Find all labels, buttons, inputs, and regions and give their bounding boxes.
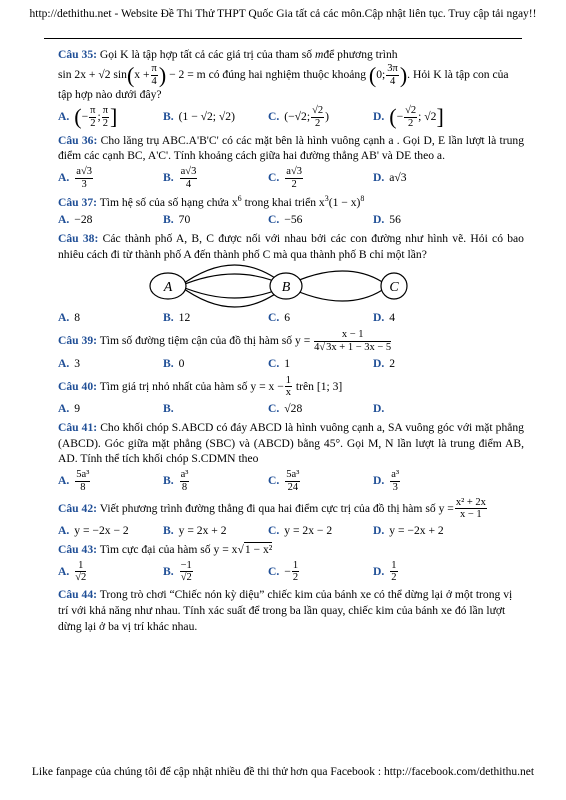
- math-text: x +: [134, 67, 150, 81]
- denominator: 2: [291, 178, 297, 190]
- option-label: C.: [268, 213, 280, 227]
- question-37: [58, 194, 524, 211]
- answer-option-d[interactable]: [373, 356, 478, 372]
- question-43: [58, 542, 524, 558]
- question-text: Tìm số đường tiệm cận của đồ thị hàm số: [99, 334, 293, 348]
- option-value: 1: [284, 356, 291, 370]
- answer-option-a[interactable]: [58, 310, 163, 326]
- answer-option-b[interactable]: [163, 356, 268, 372]
- option-value: 2: [389, 356, 396, 370]
- question-number: Câu 41:: [58, 420, 98, 434]
- numerator: π: [90, 105, 96, 117]
- answer-option-c[interactable]: [268, 166, 373, 191]
- math-text: − 3x − 5: [353, 342, 392, 353]
- answer-option-c[interactable]: [268, 401, 373, 417]
- exponent: 3: [324, 193, 329, 203]
- fraction: [75, 469, 90, 494]
- answer-row: [58, 212, 524, 228]
- question-text: Các thành phố A, B, C được nối với nhau bởi các con đường như hình vẽ. Hỏi có bao nhiêu cách đi từ thành phố A đến thành phố C mà qua thành phố B chỉ một lần?: [58, 231, 524, 261]
- answer-option-c[interactable]: [268, 560, 373, 585]
- option-label: C.: [268, 524, 280, 538]
- denominator: 8: [181, 481, 188, 493]
- question-number: Câu 39:: [58, 334, 97, 348]
- radicand: 3x + 1: [326, 342, 354, 353]
- answer-option-a[interactable]: [58, 401, 163, 417]
- question-text: Tìm giá trị nhỏ nhất của hàm số: [99, 379, 248, 393]
- math-text: 0;: [376, 67, 386, 81]
- denominator: 2: [391, 572, 397, 584]
- numerator: π: [102, 105, 109, 117]
- answer-row: [58, 401, 524, 417]
- answer-option-a[interactable]: [58, 166, 163, 191]
- denominator: 4: [185, 178, 192, 190]
- option-value: 70: [178, 213, 191, 227]
- fraction: [390, 469, 400, 494]
- exam-content: [58, 47, 524, 634]
- option-label: D.: [373, 356, 385, 370]
- numerator: √2: [405, 105, 417, 117]
- fraction: [151, 63, 158, 88]
- math-text: −: [396, 110, 404, 124]
- option-value: −56: [284, 213, 303, 227]
- denominator: 4: [151, 75, 157, 87]
- option-label: B.: [163, 564, 174, 578]
- numerator: a³: [391, 469, 400, 481]
- numerator: √2: [312, 105, 324, 117]
- math-text: y = x√: [213, 542, 244, 556]
- fraction: [292, 560, 299, 585]
- question-number: Câu 35:: [58, 48, 97, 61]
- option-value: (1 − √2; √2): [178, 110, 235, 124]
- math-text: y =: [295, 334, 311, 348]
- question-text: . Hỏi K là tập con của: [407, 67, 509, 81]
- denominator: 24: [287, 481, 299, 493]
- option-label: A.: [58, 524, 70, 538]
- option-label: C.: [268, 171, 280, 185]
- question-text: có đúng hai nghiệm thuộc khoảng: [208, 67, 367, 81]
- option-value: −28: [74, 213, 93, 227]
- option-value: √28: [284, 402, 303, 416]
- question-number: Câu 43:: [58, 542, 97, 556]
- exponent: 8: [360, 193, 365, 203]
- answer-option-c[interactable]: [268, 469, 373, 494]
- fraction: [285, 375, 292, 400]
- answer-row: [58, 469, 524, 494]
- question-text: Cho lăng trụ ABC.A'B'C' có các mặt bên là hình vuông cạnh a . Gọi D, E lần lượt là trung điểm các cạnh BC, A'C'. Tính khoảng cách giữa hai đường thẳng AB' và DE theo a.: [58, 133, 524, 163]
- denominator: 2: [90, 117, 96, 129]
- answer-option-b[interactable]: [163, 469, 268, 494]
- question-text: Gọi K là tập hợp tất cả các giá trị của tham số: [99, 48, 313, 61]
- answer-option-d[interactable]: [373, 469, 478, 494]
- option-value: y = −2x + 2: [389, 524, 444, 538]
- math-text: y =: [438, 501, 454, 515]
- option-label: D.: [373, 213, 385, 227]
- option-label: C.: [268, 110, 280, 124]
- option-value: 9: [74, 402, 81, 416]
- option-value: a√3: [389, 171, 407, 185]
- denominator: [314, 342, 391, 354]
- answer-option-d[interactable]: [373, 401, 478, 417]
- answer-option-c[interactable]: [268, 105, 373, 130]
- option-label: B.: [163, 402, 174, 416]
- option-label: C.: [268, 564, 280, 578]
- answer-option-a[interactable]: [58, 523, 163, 539]
- option-label: A.: [58, 356, 70, 370]
- question-text: trong khai triển x: [244, 195, 325, 209]
- question-35-line3: tập hợp nào dưới đây?: [58, 88, 162, 102]
- option-label: A.: [58, 213, 70, 227]
- fraction: [102, 105, 109, 130]
- option-label: B.: [163, 213, 174, 227]
- denominator: 2: [408, 117, 414, 129]
- question-number: Câu 44:: [58, 588, 97, 602]
- fraction: [75, 560, 86, 585]
- question-text: để phương trình: [323, 48, 398, 61]
- city-road-diagram: [58, 264, 524, 308]
- fraction: [75, 166, 93, 191]
- answer-option-d[interactable]: [373, 523, 478, 539]
- fraction: [285, 166, 303, 191]
- answer-option-d[interactable]: [373, 560, 478, 585]
- denominator: √2: [180, 572, 192, 584]
- numerator: 1: [292, 559, 299, 571]
- question-text: Tìm cực đại của hàm số: [99, 542, 211, 556]
- answer-option-a[interactable]: [58, 560, 163, 585]
- fraction: [180, 469, 190, 494]
- city-c-label: C: [389, 280, 399, 296]
- option-value: y = −2x − 2: [74, 524, 129, 538]
- option-label: D.: [373, 402, 385, 416]
- option-label: A.: [58, 311, 70, 325]
- option-label: D.: [373, 564, 385, 578]
- math-text: −: [284, 564, 291, 578]
- option-value: 12: [178, 311, 191, 325]
- answer-row: [58, 356, 524, 372]
- math-text: ; √2: [418, 110, 437, 124]
- option-label: A.: [58, 402, 70, 416]
- fraction: [311, 105, 324, 130]
- denominator: x: [285, 387, 292, 399]
- denominator: √2: [75, 572, 87, 584]
- answer-option-a[interactable]: A. ( − $\frac{\pi}{2}$ ; $\frac{\pi}{2}$ ]: [58, 104, 118, 130]
- fraction: [180, 560, 193, 585]
- answer-option-b[interactable]: [163, 523, 268, 539]
- option-value: 6: [284, 311, 291, 325]
- numerator: π: [151, 62, 157, 74]
- numerator: x² + 2x: [455, 496, 486, 508]
- answer-option-b[interactable]: [163, 560, 268, 585]
- numerator: 3π: [387, 62, 398, 74]
- question-36: [58, 133, 524, 165]
- answer-option-d[interactable]: [373, 170, 478, 186]
- question-text: Tìm hệ số của số hạng chứa x: [99, 195, 238, 209]
- fraction: [314, 329, 391, 354]
- question-text: Viết phương trình đường thẳng đi qua hai điểm cực trị của đồ thị hàm số: [99, 501, 436, 515]
- denominator: 2: [314, 117, 321, 129]
- question-39: [58, 329, 524, 354]
- math-text: y = x −: [250, 379, 284, 393]
- numerator: 1: [75, 560, 86, 573]
- option-value: y = 2x + 2: [178, 524, 227, 538]
- option-value: 3: [74, 356, 81, 370]
- question-number: Câu 38:: [58, 231, 99, 245]
- header-divider: [44, 38, 522, 39]
- option-label: D.: [373, 110, 385, 124]
- fraction: [386, 63, 399, 88]
- question-number: Câu 36:: [58, 133, 98, 147]
- option-label: B.: [163, 474, 174, 488]
- option-label: D.: [373, 524, 385, 538]
- answer-row: [58, 310, 524, 326]
- math-text: (1 − x): [328, 195, 361, 209]
- option-value: 0: [178, 356, 185, 370]
- fraction: [455, 497, 487, 522]
- answer-option-c[interactable]: [268, 212, 373, 228]
- answer-option-d[interactable]: [373, 310, 478, 326]
- option-label: C.: [268, 311, 280, 325]
- answer-option-b[interactable]: [163, 212, 268, 228]
- option-label: B.: [163, 524, 174, 538]
- numerator: a√3: [286, 166, 302, 178]
- fraction: [404, 105, 417, 130]
- question-text: Cho khối chóp S.ABCD có đáy ABCD là hình vuông cạnh a, SA vuông góc với mặt phẳng (ABCD). Góc giữa mặt phẳng (SBC) và (ABCD) bằng 45°. Gọi M, N lần lượt là trung điểm AB, AD. Tính thể tích khối chóp S.CDMN theo: [58, 420, 524, 466]
- answer-row: [58, 105, 524, 130]
- numerator: a³: [180, 469, 189, 481]
- option-label: D.: [373, 474, 385, 488]
- answer-option-a[interactable]: [58, 469, 163, 494]
- option-label: B.: [163, 110, 174, 124]
- option-value: 8: [74, 311, 81, 325]
- city-a-label: A: [163, 280, 173, 296]
- option-label: C.: [268, 474, 280, 488]
- answer-option-c[interactable]: [268, 356, 373, 372]
- road-graph: [148, 264, 408, 308]
- option-label: C.: [268, 402, 280, 416]
- answer-option-b[interactable]: [163, 310, 268, 326]
- question-38: [58, 231, 524, 263]
- numerator: a√3: [76, 166, 92, 178]
- answer-option-b[interactable]: [163, 166, 268, 191]
- page-header: http://dethithu.net - Website Đề Thi Thử THPT Quốc Gia tất cả các môn.Cập nhật liên tục. Truy cập tải ngay!!: [29, 8, 537, 20]
- option-label: D.: [373, 311, 385, 325]
- denominator: 3: [81, 178, 87, 190]
- answer-row: [58, 166, 524, 191]
- answer-option-d[interactable]: [373, 212, 478, 228]
- answer-option-b[interactable]: [163, 401, 268, 417]
- denominator: x − 1: [460, 509, 482, 521]
- exponent: 6: [237, 193, 242, 203]
- answer-row: [58, 523, 524, 539]
- question-number: Câu 40:: [58, 379, 97, 393]
- answer-option-d[interactable]: D. ( − $\frac{√2}{2}$ ; √2 ]: [373, 104, 444, 130]
- question-number: Câu 37:: [58, 195, 97, 209]
- option-label: A.: [58, 110, 70, 124]
- numerator: 5a³: [76, 469, 90, 481]
- option-value: 4: [389, 311, 396, 325]
- fraction: [180, 166, 198, 191]
- radicand: 1 − x²: [244, 542, 273, 556]
- answer-option-a[interactable]: [58, 356, 163, 372]
- answer-option-a[interactable]: [58, 212, 163, 228]
- answer-option-c[interactable]: [268, 310, 373, 326]
- denominator: 2: [292, 572, 299, 584]
- denominator: 8: [80, 481, 86, 493]
- math-text: 4√: [314, 342, 326, 353]
- question-44: [58, 587, 524, 634]
- page-footer: Like fanpage của chúng tôi để cập nhật nhiều đề thi thử hơn qua Facebook : http://facebook.com/dethithu.net: [31, 766, 535, 778]
- answer-row: [58, 560, 524, 585]
- option-label: A.: [58, 564, 70, 578]
- question-35-equation: sin 2x + √2 sin(x + $\frac{\pi}{4}$ ) − 2 = m có đúng hai nghiệm thuộc khoảng (0; $\frac{3\pi}{4}$ ). Hỏi K là tập con của: [58, 62, 509, 88]
- math-text: (−√2;: [284, 110, 311, 124]
- fraction: [285, 469, 300, 494]
- option-label: B.: [163, 171, 174, 185]
- option-value: y = 2x − 2: [284, 524, 333, 538]
- denominator: 2: [102, 117, 108, 129]
- question-41: [58, 420, 524, 467]
- question-number: Câu 42:: [58, 501, 97, 515]
- option-label: D.: [373, 171, 385, 185]
- math-text: − 2 = m: [169, 67, 206, 81]
- math-text: sin 2x + √2 sin: [58, 67, 127, 81]
- option-label: A.: [58, 474, 70, 488]
- question-text: trên [1; 3]: [295, 379, 343, 393]
- numerator: a√3: [180, 166, 197, 178]
- city-b-label: B: [281, 280, 291, 296]
- fraction: [89, 105, 96, 130]
- denominator: 3: [392, 481, 398, 493]
- math-text: −: [81, 110, 89, 124]
- option-label: B.: [163, 356, 174, 370]
- numerator: 1: [285, 374, 292, 386]
- fraction: [390, 560, 397, 585]
- option-label: A.: [58, 171, 70, 185]
- option-value: 56: [389, 213, 401, 227]
- numerator: 1: [391, 559, 397, 571]
- answer-option-c[interactable]: [268, 523, 373, 539]
- question-text: Trong trò chơi “Chiếc nón kỳ diệu” chiếc kim của bánh xe có thể dừng lại ở một trong vị trí với khả năng như nhau. Tính xác suất để trong ba lần quay, chiếc kim của bánh xe đó lần lượt dừng lại ở ba vị trí khác nhau.: [58, 588, 513, 633]
- math-text: ): [325, 110, 329, 124]
- question-40: [58, 375, 524, 400]
- numerator: 5a³: [286, 469, 300, 481]
- question-35: [58, 47, 524, 63]
- option-label: B.: [163, 311, 174, 325]
- answer-option-b[interactable]: [163, 109, 268, 125]
- denominator: 4: [389, 75, 396, 87]
- math-text: ;: [97, 110, 101, 124]
- numerator: −1: [180, 559, 192, 571]
- question-42: [58, 497, 524, 522]
- math-var: m: [314, 48, 324, 61]
- option-label: C.: [268, 356, 280, 370]
- numerator: x − 1: [314, 329, 391, 342]
